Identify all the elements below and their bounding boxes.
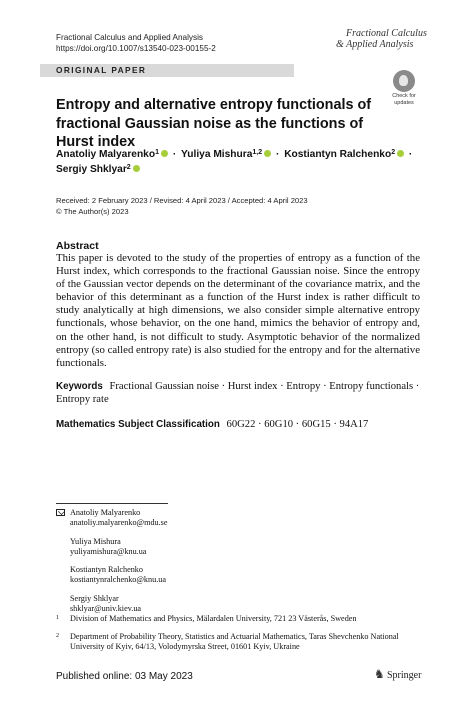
publisher-logo: [374, 669, 421, 681]
author[interactable]: Yuliya Mishura$^{1,2}$: [181, 149, 271, 160]
contact-email[interactable]: kostiantynralchenko@knu.ua: [70, 575, 166, 585]
article-dates: [56, 196, 308, 217]
contact-entry: [56, 537, 426, 558]
doi-link[interactable]: https://doi.org/10.1007/s13540-023-00155-2: [56, 44, 216, 53]
publisher-name: Springer: [387, 669, 422, 681]
abstract-text: This paper is devoted to the study of the properties of entropy as a function of the Hurst index, which corresponds to the fractional Gaussian noise. Since the entropy of the Gaussian vector depends on the determinant of the covariance matrix, and the behavior of this determinant as a function of the Hurst index is rather difficult to study analytically at high dimensions, we also consider simple alternative entropy functionals, whose behavior, on the one hand, mimics the behavior of entropy and, on the other hand, is not difficult to study. Asymptotic behavior of the normalized entropy (so called entropy rate) is also studied for the entropy and for the alternative functionals.: [56, 252, 420, 369]
keywords: [56, 380, 420, 406]
contact-email[interactable]: shklyar@univ.kiev.ua: [70, 604, 142, 614]
affiliation-number: 1: [56, 615, 59, 621]
check-updates-icon: [393, 70, 415, 92]
author-contacts: [56, 508, 426, 622]
contact-entry: [56, 594, 426, 615]
paper-title: Entropy and alternative entropy functionals of fractional Gaussian noise as the functions of Hurst index: [56, 97, 372, 150]
check-updates-label: Check for updates: [392, 93, 416, 106]
keywords-text: Fractional Gaussian noise · Hurst index · Entropy · Entropy functionals · Entropy rate: [56, 381, 420, 405]
affiliation-text: Department of Probability Theory, Statistics and Actuarial Mathematics, Taras Shevchenko National University of Kyiv, 64/13, Volodymyrska Street, 01601 Kyiv, Ukraine: [70, 631, 399, 651]
keywords-label: Keywords: [56, 381, 103, 392]
journal-name: Fractional Calculus and Applied Analysis: [56, 33, 204, 42]
contact-name: Kostiantyn Ralchenko: [70, 565, 143, 575]
contact-entry: [56, 565, 426, 586]
journal-info: [56, 32, 216, 54]
footnote-divider: [56, 503, 168, 504]
contact-name: Anatoliy Malyarenko: [70, 508, 141, 517]
envelope-icon: [56, 509, 65, 516]
msc-label: Mathematics Subject Classification: [56, 419, 220, 430]
author-list: Anatoliy Malyarenko$^1$ · Yuliya Mishura$^{1,2}$ · Kostiantyn Ralchenko$^2$ · Sergiy Shklyar$^2$: [56, 149, 413, 175]
orcid-icon[interactable]: [161, 150, 168, 157]
affiliation-number: 2: [56, 632, 59, 639]
springer-horse-icon: [374, 669, 384, 681]
contact-email[interactable]: yuliyamishura@knu.ua: [70, 546, 147, 556]
orcid-icon[interactable]: [133, 165, 140, 172]
msc-text: 60G22 · 60G10 · 60G15 · 94A17: [226, 419, 369, 430]
journal-logo: [336, 28, 432, 60]
abstract-heading: Abstract: [56, 240, 99, 252]
history-dates: Received: 2 February 2023 / Revised: 4 April 2023 / Accepted: 4 April 2023: [56, 196, 308, 205]
paper-type: ORIGINAL PAPER: [56, 65, 147, 75]
affiliations: [56, 614, 426, 660]
author[interactable]: Sergiy Shklyar$^2$: [56, 164, 140, 175]
author[interactable]: Anatoliy Malyarenko$^1$: [56, 149, 168, 160]
logo-line-1: Fractional Calculus: [346, 28, 427, 39]
copyright: © The Author(s) 2023: [56, 206, 129, 216]
affiliation: [56, 632, 426, 653]
contact-name: Sergiy Shklyar: [70, 593, 119, 603]
affiliation: [56, 614, 426, 625]
subject-classification: [56, 418, 420, 431]
contact-email[interactable]: anatoliy.malyarenko@mdu.se: [70, 518, 168, 528]
check-for-updates-button[interactable]: [386, 68, 422, 108]
logo-line-2: & Applied Analysis: [336, 39, 414, 50]
published-date: Published online: 03 May 2023: [56, 671, 193, 682]
affiliation-text: Division of Mathematics and Physics, Mälardalen University, 721 23 Västerås, Sweden: [70, 614, 357, 623]
contact-name: Yuliya Mishura: [70, 536, 121, 546]
author[interactable]: Kostiantyn Ralchenko$^2$: [284, 149, 404, 160]
contact-entry: [56, 508, 426, 529]
